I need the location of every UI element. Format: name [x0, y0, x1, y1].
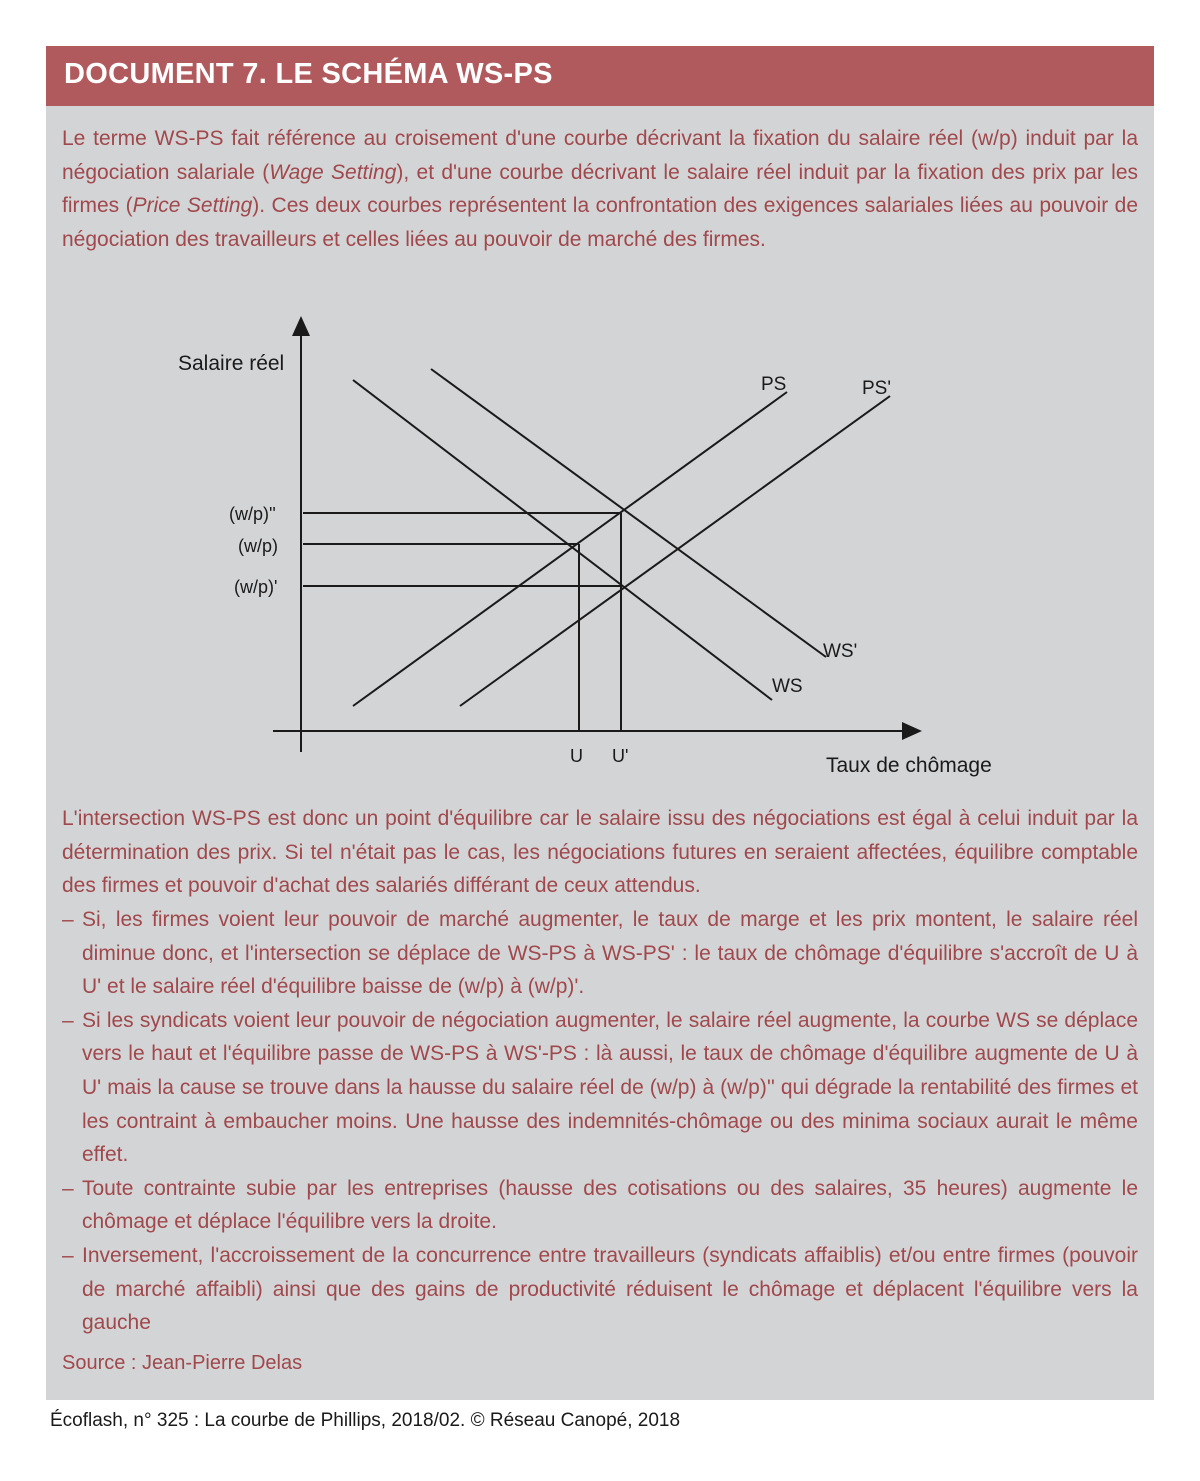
- y-axis-arrow-icon: [292, 316, 310, 336]
- ps-curve: [353, 392, 787, 706]
- list-item: [62, 903, 1138, 1004]
- ws-curve-label: WS: [772, 676, 803, 697]
- list-item-text: Toute contrainte subie par les entreprises (hausse des cotisations ou des salaires, 35 heures) augmente le chômage et déplace l'équilibre vers la droite.: [82, 1176, 1138, 1234]
- ps-curve-label: PS: [761, 374, 787, 395]
- list-item-text: Inversement, l'accroissement de la concurrence entre travailleurs (syndicats affaiblis) et/ou entre firmes (pouvoir de marché affaibli) ainsi que des gains de productivité réduisent le chômage et déplacent l'équilibre vers la gauche: [82, 1243, 1138, 1335]
- x-axis-arrow-icon: [902, 722, 922, 740]
- intro-text-3: ). Ces deux courbes représentent la confrontation des exigences salariales liées au pouvoir de négociation des travailleurs et celles liées au pouvoir de marché des firmes.: [62, 194, 1138, 251]
- source-line: Source : Jean-Pierre Delas: [62, 1352, 303, 1374]
- ws-curve: [353, 380, 772, 700]
- y-tick-wp-prime: (w/p)': [234, 577, 278, 597]
- bullet-dash: –: [62, 1008, 74, 1032]
- list-item: [62, 1239, 1138, 1340]
- list-item-text: Si les syndicats voient leur pouvoir de négociation augmenter, le salaire réel augmente, la courbe WS se déplace vers le haut et l'équilibre passe de WS-PS à WS'-PS : là aussi, le taux de chômage d'équilibre augmente de U à U' mais la cause se trouve dans la hausse du salaire réel de (w/p) à (w/p)'' qui dégrade la rentabilité des firmes et les contraint à embaucher moins. Une hausse des indemnités-chômage ou des minima sociaux aurait le même effet.: [82, 1008, 1138, 1167]
- bullet-dash: –: [62, 908, 74, 931]
- equilibrium-paragraph: L'intersection WS-PS est donc un point d'équilibre car le salaire issu des négociations est égal à celui induit par la détermination des prix. Si tel n'était pas le cas, les négociations futures en seraient affectées, équilibre comptable des firmes et pouvoir d'achat des salariés différant de ceux attendus.: [62, 807, 1138, 898]
- y-axis-label: Salaire réel: [178, 352, 285, 375]
- footer-credit: Écoflash, n° 325 : La courbe de Phillips, 2018/02. © Réseau Canopé, 2018: [50, 1410, 681, 1431]
- list-item: [62, 1172, 1138, 1239]
- intro-text-1: Le terme WS-PS fait référence au croisement d'une courbe décrivant la fixation du salaire réel (w/p) induit par la négociation salariale (: [62, 127, 1138, 184]
- bullet-dash: –: [62, 1176, 74, 1200]
- bullet-dash: –: [62, 1243, 74, 1267]
- y-tick-wp: (w/p): [238, 536, 278, 556]
- intro-italic-price-setting: Price Setting: [132, 194, 253, 218]
- ws-prime-curve-label: WS': [823, 641, 858, 662]
- x-tick-u: U: [570, 746, 583, 766]
- intro-italic-wage-setting: Wage Setting: [269, 160, 397, 184]
- y-tick-wp-double-prime: (w/p)'': [229, 504, 276, 524]
- x-tick-u-prime: U': [612, 746, 629, 766]
- list-item-text: Si, les firmes voient leur pouvoir de marché augmenter, le taux de marge et les prix montent, le salaire réel diminue donc, et l'intersection se déplace de WS-PS à WS-PS' : le taux de chômage d'équilibre s'accroît de U à U' et le salaire réel d'équilibre baisse de (w/p) à (w/p)'.: [82, 908, 1138, 999]
- bullet-list: [62, 903, 1138, 1340]
- document-title: DOCUMENT 7. LE SCHÉMA WS-PS: [64, 58, 553, 90]
- ps-prime-curve-label: PS': [862, 378, 891, 399]
- x-axis-label: Taux de chômage: [826, 754, 992, 777]
- list-item: [62, 1004, 1138, 1172]
- intro-text-2: ), et d'une courbe décrivant le salaire réel induit par la fixation des prix par les firmes (: [62, 160, 1138, 218]
